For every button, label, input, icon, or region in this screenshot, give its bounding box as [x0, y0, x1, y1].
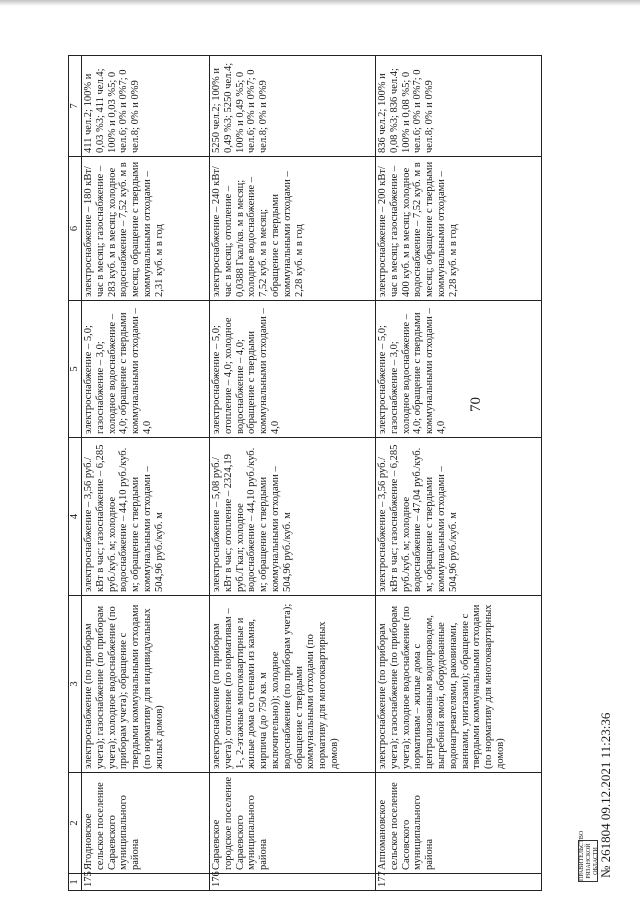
- row-number: 176: [210, 874, 376, 891]
- tariffs-cell: электроснабжение – 3,56 руб./кВт в час; газоснабжение – 6,285 руб./куб. м; холодное водоснабжение – 44,10 руб./куб. м; обращение с твердыми коммунальными отходами – 504,96 руб./куб. м: [82, 438, 210, 596]
- population-cell: 836 чел.2; 100% и 0,08 %3; 836 чел.4; 100% и 0,08 %5; 0 чел.6; 0% и 0%7; 0 чел.8; 0% и 0%9: [376, 56, 542, 157]
- page-number: 70: [468, 397, 484, 412]
- table-row: [376, 56, 542, 891]
- index-cell: электроснабжение – 5,0; газоснабжение – 3,0; холодное водоснабжение – 4,0; обращение с твердыми коммунальными отходами – 4,0: [376, 301, 542, 438]
- settlement-name: Ягодновское сельское поселение Сараевского муниципального района: [82, 773, 210, 874]
- header-cell: 6: [69, 157, 82, 301]
- header-cell: 4: [69, 438, 82, 596]
- row-number: 177: [376, 874, 542, 891]
- index-cell: электроснабжение – 5,0; отопление – 4,0; холодное водоснабжение – 4,0; обращение с твердыми коммунальными отходами – 4,0: [210, 301, 376, 438]
- rotated-table-container: [68, 63, 542, 891]
- header-cell: 5: [69, 301, 82, 438]
- header-cell: 3: [69, 596, 82, 773]
- services-cell: электроснабжение (по приборам учета); газоснабжение (по приборам учета); холодное водоснабжение (по нормативам – жилые дома с централизованным водопроводом, выгребной ямой, оборудованные водонагревателями, раковинами, ваннами, унитазами); обращение с твердыми коммунальными отходами (по нормативу для многоквартирных домов): [376, 596, 542, 773]
- header-cell: 7: [69, 56, 82, 157]
- tariffs-cell: электроснабжение – 3,56 руб./кВт в час; газоснабжение – 6,285 руб./куб. м; холодное водоснабжение – 47,04 руб./куб. м; обращение с твердыми коммунальными отходами – 504,96 руб./куб. м: [376, 438, 542, 596]
- scan-edge: [0, 0, 640, 6]
- government-emblem: [576, 732, 600, 882]
- population-cell: 411 чел.2; 100% и 0,03 %3; 411 чел.4; 100% и 0,03 %5; 0 чел.6; 0% и 0%7; 0 чел.8; 0% и 0%9: [82, 56, 210, 157]
- table-row: [82, 56, 210, 891]
- header-cell: 2: [69, 773, 82, 874]
- settlement-name: Аппомановское сельское поселение Сасовского муниципального района: [376, 773, 542, 874]
- header-cell: 1: [69, 874, 82, 891]
- volumes-cell: электроснабжение – 240 кВт/час в месяц; отопление – 0,0388 Гкал/кв. м в месяц; холодное водоснабжение – 7,52 куб. м в месяц; обращение с твердыми коммунальными отходами – 2,28 куб. м в год: [210, 157, 376, 301]
- tariffs-cell: электроснабжение – 5,08 руб./кВт в час; отопление – 2324,19 руб./Гкал; холодное водоснабжение – 44,10 руб./куб. м; обращение с твердыми коммунальными отходами – 504,96 руб./куб. м: [210, 438, 376, 596]
- services-cell: электроснабжение (по приборам учета); газоснабжение (по приборам учета); холодное водоснабжение (по приборам учета); обращение с твердыми коммунальными отходами (по нормативу для индивидуальных жилых домов): [82, 596, 210, 773]
- emblem-logo: ПРАВИТЕЛЬСТВО РЯЗАНСКОЙ ОБЛАСТИ: [579, 830, 599, 881]
- row-number: 175: [82, 874, 210, 891]
- table-row: [210, 56, 376, 891]
- index-cell: электроснабжение – 5,0; газоснабжение – 3,0; холодное водоснабжение – 4,0; обращение с твердыми коммунальными отходами – 4,0: [82, 301, 210, 438]
- settlement-name: Сараевское городское поселение Сараевского муниципального района: [210, 773, 376, 874]
- tariff-table: [68, 55, 542, 891]
- document-serial: № 261804 09.12.2021 11:23:36: [598, 712, 613, 878]
- header-row: [69, 56, 82, 891]
- volumes-cell: электроснабжение – 200 кВт/час в месяц; газоснабжение – 400 куб. м в месяц; холодное водоснабжение – 7,52 куб. м в месяц; обращение с твердыми коммунальными отходами – 2,28 куб. м в год: [376, 157, 542, 301]
- population-cell: 5250 чел.2; 100% и 0,49 %3; 5250 чел.4; 100% и 0,49 %5; 0 чел.6; 0% и 0%7; 0 чел.8; 0% и 0%9: [210, 56, 376, 157]
- volumes-cell: электроснабжение – 180 кВт/час в месяц; газоснабжение – 283 куб. м в месяц; холодное водоснабжение – 7,52 куб. м в месяц; обращение с твердыми коммунальными отходами – 2,31 куб. м в год: [82, 157, 210, 301]
- services-cell: электроснабжение (по приборам учета); отопление (по нормативам – 1-, 2-этажные многоквартирные и жилые дома со стенами из камня, кирпича (до 750 кв. м включительно)); холодное водоснабжение (по приборам учета); обращение с твердыми коммунальными отходами (по нормативу для многоквартирных домов): [210, 596, 376, 773]
